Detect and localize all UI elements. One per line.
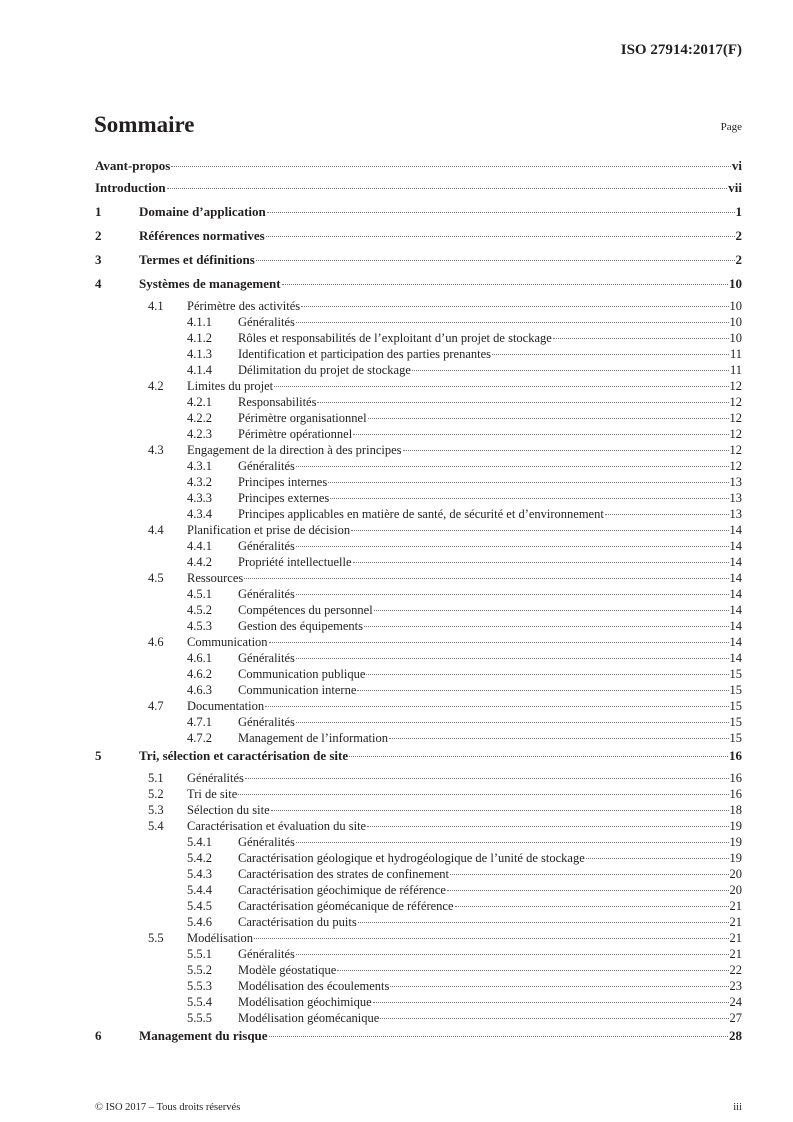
toc-entry[interactable] — [95, 156, 742, 178]
toc-entry[interactable] — [95, 770, 742, 786]
document-id: ISO 27914:2017(F) — [620, 42, 742, 58]
toc-entry-number: 5.4.2 — [187, 851, 212, 865]
toc-entry-page[interactable]: 21 — [729, 947, 742, 961]
toc-entry-title[interactable]: Généralités — [238, 651, 295, 665]
toc-entry-page[interactable]: 2 — [735, 228, 742, 243]
page-footer — [95, 1102, 742, 1113]
dot-leader — [296, 594, 729, 595]
dot-leader — [358, 922, 729, 923]
dot-leader — [403, 450, 729, 451]
dot-leader — [368, 418, 729, 419]
toc-entry-title[interactable]: Périmètre organisationnel — [238, 411, 367, 425]
dot-leader — [357, 690, 728, 691]
toc-entry-page[interactable]: 11 — [729, 363, 742, 377]
page-column-label: Page — [720, 121, 742, 133]
toc-entry-title[interactable]: Documentation — [187, 699, 265, 713]
toc-entry-title[interactable]: Sélection du site — [187, 803, 270, 817]
toc-entry[interactable] — [95, 506, 742, 522]
toc-entry-number: 5.4 — [148, 819, 164, 833]
toc-entry-number: 4.5.3 — [187, 619, 212, 633]
toc-entry[interactable] — [95, 410, 742, 426]
toc-entry[interactable] — [95, 666, 742, 682]
toc-entry-title[interactable]: Généralités — [238, 835, 295, 849]
toc-entry-page[interactable]: 15 — [729, 667, 742, 681]
toc-entry-title[interactable]: Généralités — [238, 459, 295, 473]
dot-leader — [389, 738, 729, 739]
table-of-contents — [95, 156, 742, 1050]
dot-leader — [245, 778, 729, 779]
toc-entry-page[interactable]: 14 — [729, 523, 742, 537]
dot-leader — [367, 826, 728, 827]
toc-entry-page[interactable]: 14 — [729, 603, 742, 617]
toc-entry-number: 5.2 — [148, 787, 164, 801]
dot-leader — [349, 756, 728, 757]
toc-entry-page[interactable]: 10 — [729, 315, 742, 329]
dot-leader — [366, 674, 728, 675]
toc-entry-number: 4.5.1 — [187, 587, 212, 601]
toc-entry-title[interactable]: Avant-propos — [95, 158, 171, 173]
toc-entry-number: 5.5 — [148, 931, 164, 945]
dot-leader — [296, 466, 729, 467]
dot-leader — [412, 370, 729, 371]
toc-entry-number: 4.2.3 — [187, 427, 212, 441]
toc-entry-number: 4.2.1 — [187, 395, 212, 409]
toc-entry[interactable] — [95, 866, 742, 882]
toc-entry-number: 4.1 — [148, 299, 164, 313]
toc-entry-page[interactable]: 20 — [729, 867, 742, 881]
toc-entry-title[interactable]: Caractérisation des strates de confinement — [238, 867, 450, 881]
toc-entry-page[interactable]: 18 — [729, 803, 742, 817]
toc-entry-title[interactable]: Management du risque — [139, 1028, 268, 1043]
toc-entry-title[interactable]: Généralités — [238, 539, 295, 553]
toc-entry-title[interactable]: Propriété intellectuelle — [238, 555, 352, 569]
toc-entry-page[interactable]: 27 — [729, 1011, 742, 1025]
toc-entry[interactable] — [95, 898, 742, 914]
toc-entry-number: 5.1 — [148, 771, 164, 785]
page-title: Sommaire — [94, 112, 195, 137]
toc-entry-page[interactable]: 13 — [729, 491, 742, 505]
toc-entry[interactable] — [95, 682, 742, 698]
toc-entry[interactable] — [95, 946, 742, 962]
toc-entry-title[interactable]: Engagement de la direction à des principes — [187, 443, 402, 457]
toc-entry-page[interactable]: 2 — [735, 252, 742, 267]
dot-leader — [296, 658, 729, 659]
toc-entry[interactable] — [95, 978, 742, 994]
toc-entry-title[interactable]: Caractérisation géochimique de référence — [238, 883, 446, 897]
toc-entry[interactable] — [95, 394, 742, 410]
toc-entry-title[interactable]: Responsabilités — [238, 395, 317, 409]
dot-leader — [353, 434, 728, 435]
toc-entry[interactable] — [95, 362, 742, 378]
dot-leader — [455, 906, 729, 907]
toc-entry-page[interactable]: 12 — [729, 427, 742, 441]
toc-entry[interactable] — [95, 994, 742, 1010]
toc-entry-page[interactable]: 12 — [729, 443, 742, 457]
toc-entry-page[interactable]: 10 — [729, 276, 742, 291]
toc-entry-title[interactable]: Périmètre des activités — [187, 299, 301, 313]
toc-entry-number: 2 — [95, 228, 102, 243]
toc-entry-number: 5.4.4 — [187, 883, 212, 897]
toc-entry-title[interactable]: Références normatives — [139, 228, 265, 243]
toc-entry-number: 4.1.1 — [187, 315, 212, 329]
toc-entry-number: 4.1.3 — [187, 347, 212, 361]
toc-entry[interactable] — [95, 882, 742, 898]
toc-entry-title[interactable]: Management de l’information — [238, 731, 388, 745]
toc-entry-title[interactable]: Compétences du personnel — [238, 603, 373, 617]
toc-entry-page[interactable]: 1 — [735, 204, 742, 219]
copyright-notice: © ISO 2017 – Tous droits réservés — [95, 1102, 241, 1113]
toc-entry[interactable] — [95, 346, 742, 362]
dot-leader — [238, 794, 728, 795]
toc-entry[interactable] — [95, 1010, 742, 1026]
dot-leader — [269, 642, 729, 643]
dot-leader — [274, 386, 728, 387]
toc-entry-title[interactable]: Modélisation des écoulements — [238, 979, 390, 993]
toc-entry-title[interactable]: Caractérisation et évaluation du site — [187, 819, 367, 833]
toc-entry-page[interactable]: 23 — [729, 979, 742, 993]
toc-entry-title[interactable]: Principes internes — [238, 475, 328, 489]
toc-entry-page[interactable]: 19 — [729, 835, 742, 849]
toc-entry-page[interactable]: 16 — [729, 787, 742, 801]
toc-entry-number: 5.5.2 — [187, 963, 212, 977]
toc-entry-page[interactable]: 11 — [729, 347, 742, 361]
dot-leader — [586, 858, 729, 859]
toc-entry-title[interactable]: Généralités — [238, 715, 295, 729]
toc-entry[interactable] — [95, 490, 742, 506]
toc-entry[interactable] — [95, 914, 742, 930]
toc-entry-title[interactable]: Caractérisation du puits — [238, 915, 357, 929]
toc-entry-title[interactable]: Caractérisation géomécanique de référence — [238, 899, 454, 913]
toc-entry-title[interactable]: Généralités — [187, 771, 244, 785]
dot-leader — [317, 402, 728, 403]
toc-entry-title[interactable]: Tri, sélection et caractérisation de site — [139, 748, 349, 763]
toc-entry-page[interactable]: 14 — [729, 635, 742, 649]
toc-entry-number: 1 — [95, 204, 102, 219]
toc-entry-title[interactable]: Gestion des équipements — [238, 619, 363, 633]
toc-entry-number: 4.5.2 — [187, 603, 212, 617]
toc-entry[interactable] — [95, 802, 742, 818]
toc-entry-number: 5.4.6 — [187, 915, 212, 929]
dot-leader — [244, 578, 728, 579]
toc-entry[interactable] — [95, 202, 742, 226]
dot-leader — [296, 722, 729, 723]
toc-entry-title[interactable]: Communication interne — [238, 683, 357, 697]
toc-entry[interactable] — [95, 378, 742, 394]
toc-entry-page[interactable]: 12 — [729, 459, 742, 473]
toc-entry-page[interactable]: 15 — [729, 699, 742, 713]
toc-entry[interactable] — [95, 554, 742, 570]
toc-entry-page[interactable]: 14 — [729, 619, 742, 633]
toc-entry-page[interactable]: 16 — [729, 771, 742, 785]
dot-leader — [167, 188, 728, 189]
toc-entry-page[interactable]: 14 — [729, 571, 742, 585]
toc-entry-number: 6 — [95, 1028, 102, 1043]
toc-entry-page[interactable]: 12 — [729, 379, 742, 393]
dot-leader — [301, 306, 728, 307]
toc-entry-title[interactable]: Planification et prise de décision — [187, 523, 351, 537]
toc-entry[interactable] — [95, 226, 742, 250]
dot-leader — [390, 986, 728, 987]
dot-leader — [447, 890, 729, 891]
toc-entry[interactable] — [95, 850, 742, 866]
toc-entry-page[interactable]: 12 — [729, 395, 742, 409]
toc-entry-page[interactable]: vi — [731, 158, 742, 173]
dot-leader — [254, 938, 729, 939]
toc-entry[interactable] — [95, 818, 742, 834]
toc-entry-number: 5.4.5 — [187, 899, 212, 913]
dot-leader — [351, 530, 728, 531]
toc-entry[interactable] — [95, 618, 742, 634]
toc-entry[interactable] — [95, 586, 742, 602]
toc-entry-title[interactable]: Modélisation — [187, 931, 253, 945]
toc-entry-page[interactable]: 14 — [729, 651, 742, 665]
toc-entry-page[interactable]: 12 — [729, 411, 742, 425]
toc-entry-number: 4.5 — [148, 571, 164, 585]
toc-entry-page[interactable]: 15 — [729, 715, 742, 729]
toc-entry[interactable] — [95, 442, 742, 458]
toc-entry-title[interactable]: Principes applicables en matière de santé, de sécurité et d’environnement — [238, 507, 604, 521]
toc-entry-number: 4.3.2 — [187, 475, 212, 489]
toc-entry-number: 4.6.3 — [187, 683, 212, 697]
toc-entry[interactable] — [95, 250, 742, 274]
toc-entry-page[interactable]: 14 — [729, 539, 742, 553]
toc-entry-number: 4.3.4 — [187, 507, 212, 521]
toc-entry-title[interactable]: Caractérisation géologique et hydrogéologique de l’unité de stockage — [238, 851, 585, 865]
dot-leader — [380, 1018, 728, 1019]
toc-entry[interactable] — [95, 746, 742, 770]
toc-entry-page[interactable]: 14 — [729, 587, 742, 601]
toc-entry-title[interactable]: Communication — [187, 635, 268, 649]
toc-entry-page[interactable]: 13 — [729, 507, 742, 521]
toc-entry-page[interactable]: 28 — [729, 1028, 742, 1043]
toc-entry[interactable] — [95, 650, 742, 666]
toc-entry-page[interactable]: vii — [728, 180, 742, 195]
toc-entry[interactable] — [95, 522, 742, 538]
dot-leader — [364, 626, 729, 627]
toc-entry-number: 4.7.1 — [187, 715, 212, 729]
dot-leader — [296, 842, 729, 843]
toc-entry-title[interactable]: Généralités — [238, 315, 295, 329]
toc-entry-title[interactable]: Tri de site — [187, 787, 238, 801]
toc-entry[interactable] — [95, 730, 742, 746]
toc-entry[interactable] — [95, 570, 742, 586]
toc-entry-number: 5.5.4 — [187, 995, 212, 1009]
toc-entry-title[interactable]: Termes et définitions — [139, 252, 255, 267]
dot-leader — [328, 482, 728, 483]
toc-entry-title[interactable]: Généralités — [238, 587, 295, 601]
toc-entry-page[interactable]: 22 — [729, 963, 742, 977]
toc-entry-title[interactable]: Domaine d’application — [139, 204, 266, 219]
toc-entry-number: 3 — [95, 252, 102, 267]
dot-leader — [171, 166, 731, 167]
toc-entry-page[interactable]: 10 — [729, 299, 742, 313]
toc-entry[interactable] — [95, 274, 742, 298]
toc-entry-number: 4.7 — [148, 699, 164, 713]
toc-entry-number: 5.5.3 — [187, 979, 212, 993]
toc-entry-number: 4.1.4 — [187, 363, 212, 377]
toc-entry[interactable] — [95, 330, 742, 346]
toc-entry[interactable] — [95, 538, 742, 554]
toc-entry-number: 5.4.1 — [187, 835, 212, 849]
toc-entry-title[interactable]: Rôles et responsabilités de l’exploitant d’un projet de stockage — [238, 331, 552, 345]
toc-entry-page[interactable]: 24 — [729, 995, 742, 1009]
toc-entry-title[interactable]: Modélisation géochimique — [238, 995, 372, 1009]
page-number: iii — [733, 1102, 742, 1113]
dot-leader — [266, 236, 735, 237]
toc-entry-page[interactable]: 15 — [729, 731, 742, 745]
toc-entry-title[interactable]: Introduction — [95, 180, 166, 195]
toc-entry-number: 4.6.2 — [187, 667, 212, 681]
dot-leader — [269, 1036, 728, 1037]
dot-leader — [492, 354, 729, 355]
toc-entry[interactable] — [95, 962, 742, 978]
dot-leader — [296, 954, 729, 955]
toc-entry-title[interactable]: Modélisation géomécanique — [238, 1011, 380, 1025]
dot-leader — [605, 514, 729, 515]
toc-entry[interactable] — [95, 602, 742, 618]
toc-entry-title[interactable]: Modèle géostatique — [238, 963, 337, 977]
dot-leader — [296, 322, 729, 323]
toc-entry-number: 4.6 — [148, 635, 164, 649]
toc-entry-page[interactable]: 10 — [729, 331, 742, 345]
dot-leader — [374, 610, 729, 611]
toc-entry-page[interactable]: 20 — [729, 883, 742, 897]
toc-entry[interactable] — [95, 298, 742, 314]
toc-entry-number: 4 — [95, 276, 102, 291]
toc-entry-number: 5.3 — [148, 803, 164, 817]
toc-entry[interactable] — [95, 698, 742, 714]
toc-entry-number: 4.3.3 — [187, 491, 212, 505]
toc-entry-page[interactable]: 13 — [729, 475, 742, 489]
dot-leader — [282, 284, 728, 285]
toc-entry[interactable] — [95, 930, 742, 946]
dot-leader — [450, 874, 728, 875]
dot-leader — [296, 546, 729, 547]
toc-entry-number: 4.3 — [148, 443, 164, 457]
dot-leader — [553, 338, 729, 339]
toc-entry-title[interactable]: Systèmes de management — [139, 276, 281, 291]
dot-leader — [353, 562, 729, 563]
toc-entry-page[interactable]: 21 — [729, 915, 742, 929]
toc-entry-number: 4.3.1 — [187, 459, 212, 473]
toc-entry-number: 4.7.2 — [187, 731, 212, 745]
toc-entry-number: 5.5.1 — [187, 947, 212, 961]
toc-entry-page[interactable]: 19 — [729, 851, 742, 865]
toc-entry-number: 5 — [95, 748, 102, 763]
dot-leader — [271, 810, 729, 811]
toc-entry-page[interactable]: 16 — [729, 748, 742, 763]
toc-entry-title[interactable]: Délimitation du projet de stockage — [238, 363, 411, 377]
toc-entry-page[interactable]: 15 — [729, 683, 742, 697]
toc-entry[interactable] — [95, 634, 742, 650]
toc-entry[interactable] — [95, 458, 742, 474]
toc-entry-title[interactable]: Périmètre opérationnel — [238, 427, 353, 441]
toc-entry[interactable] — [95, 834, 742, 850]
toc-entry[interactable] — [95, 474, 742, 490]
toc-entry-page[interactable]: 19 — [729, 819, 742, 833]
toc-entry[interactable] — [95, 714, 742, 730]
toc-entry[interactable] — [95, 1026, 742, 1050]
toc-entry-title[interactable]: Ressources — [187, 571, 244, 585]
toc-entry-title[interactable]: Généralités — [238, 947, 295, 961]
toc-entry-number: 4.1.2 — [187, 331, 212, 345]
toc-entry-page[interactable]: 21 — [729, 931, 742, 945]
dot-leader — [373, 1002, 729, 1003]
toc-entry-number: 4.4 — [148, 523, 164, 537]
dot-leader — [265, 706, 728, 707]
toc-entry-title[interactable]: Limites du projet — [187, 379, 274, 393]
toc-entry-title[interactable]: Principes externes — [238, 491, 330, 505]
toc-entry[interactable] — [95, 178, 742, 202]
toc-entry-number: 5.5.5 — [187, 1011, 212, 1025]
toc-entry-number: 5.4.3 — [187, 867, 212, 881]
toc-entry[interactable] — [95, 314, 742, 330]
dot-leader — [267, 212, 735, 213]
toc-entry-page[interactable]: 14 — [729, 555, 742, 569]
toc-entry-title[interactable]: Communication publique — [238, 667, 366, 681]
toc-entry[interactable] — [95, 786, 742, 802]
toc-entry-number: 4.4.2 — [187, 555, 212, 569]
dot-leader — [337, 970, 728, 971]
toc-entry-number: 4.2.2 — [187, 411, 212, 425]
toc-entry-title[interactable]: Identification et participation des parties prenantes — [238, 347, 492, 361]
toc-entry-number: 4.6.1 — [187, 651, 212, 665]
toc-entry[interactable] — [95, 426, 742, 442]
dot-leader — [330, 498, 728, 499]
toc-entry-number: 4.4.1 — [187, 539, 212, 553]
toc-entry-page[interactable]: 21 — [729, 899, 742, 913]
toc-entry-number: 4.2 — [148, 379, 164, 393]
dot-leader — [256, 260, 735, 261]
